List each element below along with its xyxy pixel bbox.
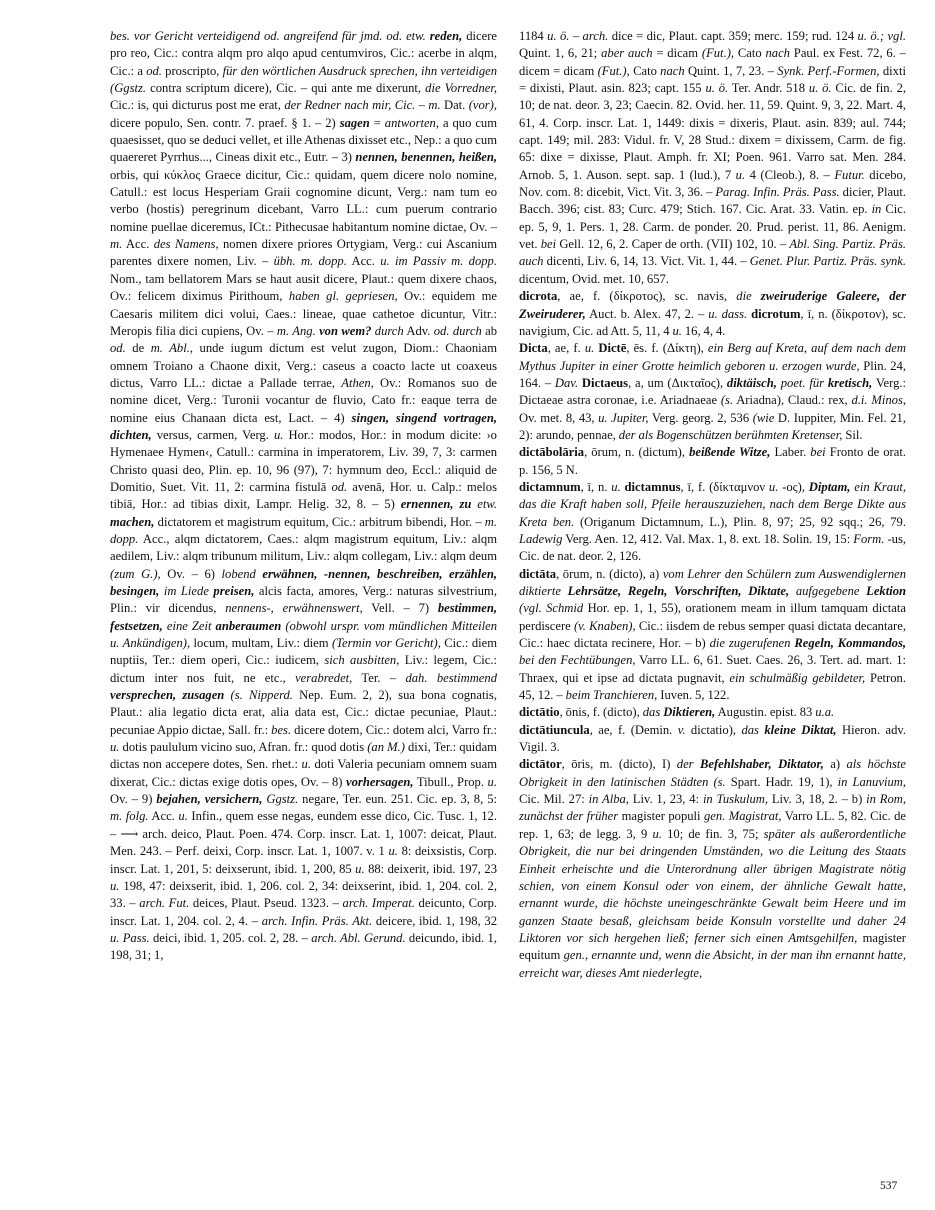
entry-text: Ter. Andr. 518 — [728, 81, 809, 96]
entry-text: Augustin. epist. 83 — [715, 705, 816, 720]
entry-text — [561, 584, 568, 598]
italic-text: Cic. – m. — [394, 98, 441, 113]
bold-italic-gloss: Diktieren, — [663, 705, 716, 720]
italic-text: im Liede — [163, 584, 209, 598]
dictionary-entry — [110, 28, 497, 965]
entry-text: , ōnis, f. (dicto), — [559, 705, 643, 720]
italic-text: u. im Passiv m. dopp. — [380, 254, 498, 269]
italic-text: (Termin vor Gericht), — [331, 636, 441, 651]
entry-text: , ōrum, n. (dicto), a) — [556, 566, 663, 581]
entry-text: Varro LL. 5, 82. Cic. de rep. 1, 63; de legg. 3, 9 — [519, 809, 907, 841]
bold-italic-gloss: beißende Witze, — [689, 445, 771, 460]
italic-text: bes. — [271, 722, 292, 737]
headword: dicrotum — [751, 306, 801, 321]
italic-text: u.a. — [815, 705, 835, 720]
entry-text: Plin. 24, 164. – — [519, 358, 906, 390]
bold-italic-gloss: preisen, — [213, 584, 255, 598]
italic-text: u. — [735, 167, 746, 182]
italic-text: u. — [584, 341, 595, 356]
italic-text: arch. Fut. — [139, 896, 190, 911]
entry-text: deici, ibid. 1, 205. col. 2, 28. – — [149, 930, 312, 945]
italic-text: aber auch — [601, 46, 653, 61]
italic-text: Genet. Plur. Partiz. Präs. synk. — [749, 254, 906, 269]
italic-text: in Tuskulum, — [702, 792, 769, 807]
italic-text: m. dopp. — [110, 514, 497, 546]
italic-text: Synk. Perf.-Formen, — [777, 63, 880, 78]
italic-text: lobend — [221, 566, 256, 581]
entry-text: , ī, n. (δίκροτον), sc. navigium, Cic. ad Att. 5, 11, 4 — [519, 306, 907, 338]
entry-text: alcis facta, amores, Verg.: naturas silvestrium, Plin.: vir dicendus, — [110, 584, 497, 616]
italic-text: (vgl. Schmid — [519, 601, 584, 616]
entry-text: unde iugum dictum est velut zugon, Diom.: Chaoniam omnem Troiano a Chaone dixit, Verg.: caseus a coacto lacte ut coaxeus dictus, Varro LL.: dictae a Pallade terrae, — [110, 341, 497, 390]
italic-text: ein Berg auf Kreta, auf dem nach dem Mythus Jupiter in einer Grotte heimlich geboren u. erzogen wurde, — [519, 341, 906, 373]
entry-text: locum, multam, Liv.: diem — [190, 636, 332, 651]
entry-text: Verg. georg. 2, 536 — [648, 410, 753, 425]
dictionary-entry — [519, 479, 906, 566]
bold-italic-gloss: sagen — [339, 115, 370, 130]
entry-text — [752, 289, 761, 303]
entry-text: Iuven. 5, 122. — [657, 688, 730, 703]
italic-text: m. Abl., — [150, 341, 194, 356]
italic-text: nach — [660, 63, 685, 78]
entry-text: , ī, f. (δίκταμνον — [680, 479, 769, 494]
bold-italic-gloss: Diptam, — [808, 479, 851, 494]
entry-text: dixi, Ter.: quidam dictas non accepere dotes, Sen. rhet.: — [110, 740, 497, 772]
entry-text: Cic. Mil. 27: — [519, 792, 589, 807]
entry-text: a quo cum quaesisset, quo se deduci vellet, et ille Athenas dixisset etc., Nep.: a quo cum quaereret Pyrrhus..., Cineas dixit etc., Eutr. – 3) — [110, 115, 498, 165]
entry-text: Ov. met. 8, 43, — [519, 410, 599, 425]
italic-text: u. — [487, 774, 497, 789]
italic-text: nach — [765, 46, 790, 61]
entry-text: contra scriptum dicere), Cic. – qui ante me dixerunt, — [146, 81, 426, 96]
entry-text: (Origanum Dictamnum, L.), Plin. 8, 97; 25, 92 sqq.; 26, 79. — [574, 514, 907, 529]
italic-text: der — [676, 757, 694, 772]
italic-text: beim Tranchieren, — [565, 688, 658, 703]
entry-text: 88: deixerit, ibid. 197, 23 — [364, 861, 497, 876]
entry-text: Verg. Aen. 12, 412. Val. Max. 1, 8. ext. 18. Solin. 19, 15: — [562, 531, 854, 546]
italic-text: durch — [374, 323, 404, 338]
entry-text: magister populi — [618, 809, 704, 824]
italic-text: u. — [355, 861, 365, 876]
bold-italic-gloss: Befehlshaber, Diktator, — [699, 757, 824, 772]
entry-text: Laber. — [770, 445, 811, 460]
entry-text: Fronto de orat. p. 156, 5 N. — [519, 445, 906, 477]
headword: dictātiuncula — [519, 722, 590, 737]
italic-text: u. ö. – arch. — [547, 29, 609, 43]
entry-text: Nom., tam bellatorem Mars se haut ausit dicere, Plaut.: quem dixere chaos, Ov.: felicem diximus Pirithoum, — [110, 271, 497, 304]
entry-text: Ov.: Romanos suo de nomine dicet, Verg.: Turonii vocantur de fluvio, Cato fr.: eaque terra de nomine eius Chanaan dicta est, Lact. – 4) — [110, 375, 497, 425]
italic-text: antworten, — [384, 115, 440, 130]
italic-text: arch. Imperat. — [342, 896, 415, 911]
headword: Dictē — [598, 341, 627, 356]
left-column — [110, 28, 497, 965]
bold-italic-gloss: nennen, benennen, heißen, — [355, 150, 497, 165]
entry-text: deicere, ibid. 1, 198, 32 — [372, 913, 497, 928]
entry-text: 16, 4, 4. — [681, 323, 726, 338]
entry-text: deices, Plaut. Pseud. 1323. – — [189, 896, 343, 911]
bold-italic-gloss: bejahen, versichern, — [156, 792, 263, 807]
italic-text: Form. — [853, 531, 885, 546]
entry-text: Cic. ep. 5, 9, 1. Pers. 1, 28. Carm. de ponder. 20. Prud. perist. 11, 86. Aenigm. vet. — [519, 202, 906, 252]
italic-text: verabredet, — [295, 670, 353, 685]
bold-italic-gloss: vorhersagen, — [346, 774, 414, 789]
italic-text: vom Lehrer den Schülern zum Auswendiglernen diktierte — [519, 566, 906, 598]
entry-text: dicebo, Nov. com. 8: dicebit, Vict. Vit. 3, 36. – — [519, 167, 906, 200]
dictionary-entry — [519, 288, 906, 340]
bold-italic-gloss: diktäisch, — [726, 375, 777, 390]
italic-text: in Rom, zunächst der früher — [519, 792, 906, 824]
entry-text: Liv. 1, 23, 4: — [628, 792, 703, 807]
italic-text: (Fut.), — [597, 63, 630, 78]
entry-text: de — [125, 341, 151, 356]
italic-text: (v. Knaben), — [573, 618, 636, 633]
dictionary-entry — [519, 704, 906, 721]
entry-text: magister equitum — [519, 930, 906, 963]
entry-text: Sil. — [842, 427, 863, 442]
headword: dictamnus — [624, 479, 681, 494]
italic-text: m. Ang. — [276, 323, 316, 338]
italic-text: bei den Fechtübungen, — [519, 653, 636, 668]
entry-text: Acc. — [148, 809, 179, 824]
entry-text: dicere pro reo, Cic.: contra alqm pro alqo apud centumviros, Cic.: acerbe in alqm, Cic.: a — [110, 29, 497, 78]
entry-text: Cic.: diem nuptiis, Ter.: diem operi, Cic.: iudicem, — [110, 636, 497, 668]
dictionary-entry — [519, 566, 906, 705]
italic-text: u. — [110, 740, 120, 755]
entry-text: Hieron. adv. Vigil. 3. — [519, 722, 907, 755]
entry-text: Vell. – 7) — [362, 601, 438, 616]
headword: dictābolāria — [519, 445, 585, 460]
italic-text: (obwohl urspr. vom mündlichen Mitteilen u. Ankündigen), — [110, 618, 498, 651]
entry-text: = dicam — [652, 46, 702, 61]
italic-text: bes. vor Gericht verteidigend od. angreifend für jmd. od. etw. — [110, 29, 430, 43]
entry-text: Ter. – — [352, 670, 406, 685]
entry-text: , ae, f. (Demin. — [589, 722, 678, 737]
entry-text: Nep. Eum. 2, 2), sua bona cognatis, Plaut.: alia legatio dicta erat, alia data est, Cic.: dictae pecuniae, Plaut.: pecuniae Appio dictae, Sall. fr.: — [110, 688, 497, 737]
entry-text: Acc. — [346, 254, 381, 269]
italic-text: für den wörtlichen Ausdruck sprechen, ihn verteidigen (Ggstz. — [110, 63, 498, 96]
italic-text: u. Jupiter, — [598, 410, 649, 425]
entry-text: Cato — [734, 46, 766, 61]
italic-text: (s. — [720, 393, 734, 408]
entry-text: Ov.: equidem me Caesaris militem dici volui, Caes.: lineae, quae cathetoe dicuntur, Vitr.: Meropis filia dici cupiens, Ov. – — [110, 289, 498, 338]
bold-italic-gloss: ernennen, zu — [400, 497, 472, 512]
italic-text: gen. Magistrat, — [703, 809, 782, 824]
italic-text: gen., ernannte und, wenn die Absicht, in der man ihn ernannt hatte, erreicht war, dieses Amt niederlegte, — [519, 948, 906, 980]
bold-italic-gloss: anberaumen — [215, 618, 282, 633]
bold-italic-gloss: reden, — [429, 29, 463, 43]
dictionary-entry — [519, 722, 906, 757]
entry-text: Liv. 3, 18, 2. – b) — [768, 792, 867, 807]
entry-text: Quint. 1, 6, 21; — [519, 46, 602, 61]
italic-text: nennens-, erwähnenswert, — [225, 601, 363, 616]
entry-text: , ae, f. (δίκροτος), sc. navis, — [557, 289, 737, 304]
entry-text: Ov. – 9) — [110, 792, 157, 807]
entry-text: Varro LL. 6, 61. Suet. Caes. 26, 3. Tert. ad. mart. 1: Thraex, qui et ipse ad dictata pugnavit, — [519, 653, 907, 685]
italic-text: m. — [110, 237, 123, 252]
italic-text: (vor), — [468, 98, 498, 113]
italic-text: Dav. — [554, 375, 579, 390]
italic-text: Abl. Sing. Partiz. Präs. auch — [519, 237, 906, 269]
dictionary-entry — [519, 444, 906, 479]
italic-text: (zum G.), — [110, 566, 161, 581]
bold-italic-gloss: singen, singend vortragen, dichten, — [110, 410, 497, 442]
italic-text: das — [642, 705, 661, 720]
entry-text: , ī, n. — [580, 479, 612, 494]
entry-text: dicenti, Liv. 6, 14, 13. Vict. Vit. 1, 44. – — [543, 254, 750, 269]
entry-text: dicere dotem, Cic.: dotem alci, Varro fr.: — [291, 722, 497, 737]
entry-text: dicier, Plaut. Bacch. 396; cist. 83; Curc. 479; Stich. 167. Cic. Arat. 33. Vatin. ep. — [519, 185, 907, 217]
entry-text: , ōris, m. (dicto), I) — [561, 757, 677, 772]
bold-italic-gloss: Regeln, Kommandos, — [794, 636, 907, 651]
bold-italic-gloss: kleine Diktat, — [764, 722, 837, 737]
entry-text: Hor. ep. 1, 1, 55), orationem meam in illum tamquam dictata perdiscere — [519, 601, 906, 633]
italic-text: u. — [301, 757, 311, 772]
entry-text: D. Iuppiter, Min. Fel. 21, 2): arundo, pennae, — [519, 410, 906, 442]
italic-text: m. folg. — [110, 809, 149, 824]
entry-text: deicundo, ibid. 1, 198, 31; 1, — [110, 930, 497, 963]
bold-italic-gloss: kretisch, — [827, 375, 873, 390]
dictionary-entry — [519, 28, 906, 288]
entry-text: dicere populo, Sen. contr. 7. praef. § 1. – 2) — [110, 115, 340, 130]
entry-text: deicunto, Corp. inscr. Lat. 1, 204. col. 2, 4. – — [110, 896, 498, 928]
headword: dictātor — [519, 757, 562, 772]
italic-text: od. — [146, 63, 162, 78]
entry-text: versus, carmen, Verg. — [151, 427, 274, 442]
italic-text: Parag. Infin. Präs. Pass. — [715, 185, 840, 200]
headword: dictātio — [519, 705, 560, 720]
italic-text: bei — [540, 237, 557, 252]
italic-text: des Namens, — [153, 237, 219, 252]
italic-text: haben gl. gepriesen, — [288, 289, 398, 304]
bold-italic-gloss: von wem? — [319, 323, 372, 338]
entry-text: dictatorem et magistrum equitum, Cic.: arbitrum bibendi, Hor. – — [154, 514, 485, 529]
entry-text: 4 (Cleob.), 8. – — [745, 167, 835, 182]
headword: dictamnum — [519, 479, 581, 494]
italic-text: od. — [110, 341, 126, 356]
entry-text: , ōrum, n. (dictum), — [584, 445, 690, 460]
italic-text: u. ö.; vgl. — [857, 29, 906, 43]
italic-text: d.i. Minos, — [851, 393, 906, 408]
entry-text: 1184 — [519, 29, 548, 43]
headword: dictāta — [519, 566, 557, 581]
entry-text: 10; de fin. 3, 75; — [661, 826, 764, 841]
entry-text: dotis paululum vicino suo, Afran. fr.: quod dotis — [119, 740, 368, 755]
italic-text: u. dass. — [708, 306, 748, 321]
page-number: 537 — [880, 1180, 898, 1192]
entry-text: ab — [481, 323, 497, 338]
entry-text: doti Valeria pecuniam omnem suam dixerat, Cic.: dictas exige dotis opes, Ov. – 8) — [110, 757, 497, 789]
italic-text: od. — [331, 479, 348, 494]
dictionary-entry — [519, 756, 906, 981]
italic-text: der Redner nach mir, — [284, 98, 392, 113]
entry-text: Dat. — [440, 98, 469, 113]
italic-text: u. — [611, 479, 621, 494]
italic-text: u. — [672, 323, 682, 338]
entry-text: , a, um (Δικταῖος), — [628, 375, 727, 390]
entry-text: 198, 47: deixserit, ibid. 1, 206. col. 2, 34: deixserint, ibid. 1, 204. col. 2, 33. – — [110, 878, 497, 911]
entry-text: proscripto, — [161, 63, 223, 78]
italic-text: u. — [652, 826, 662, 841]
italic-text: u. ö. — [808, 81, 832, 96]
entry-text: dice = dic, Plaut. capt. 359; merc. 159; rud. 124 — [608, 29, 858, 43]
italic-text: die zugerufenen — [709, 636, 791, 651]
entry-text: negare, Ter. eun. 251. Cic. ep. 3, 8, 5: — [298, 792, 497, 807]
entry-text: Cic.: is, qui dicturus post me erat, — [110, 98, 285, 113]
italic-text: u. Pass. — [110, 930, 150, 945]
entry-text: Tibull., Prop. — [413, 774, 488, 789]
italic-text: Ladewig — [519, 531, 563, 546]
italic-text: arch. Infin. Präs. Akt. — [261, 913, 373, 928]
entry-text: dicentum, Ovid. met. 10, 657. — [519, 271, 669, 286]
italic-text: das — [741, 722, 759, 737]
entry-text: Cic. de fin. 2, 10; de nat. deor. 3, 23; Caecin. 82. Ovid. her. 11, 59. Quint. 9, 3, 22. Mart. 4, 61, 4. Corp. inscr. Lat. 1, 1449: dixis = dixeris, Plaut. asin. 839; aul. 744; capt. 149; mil. 283: Vidul. fr. V, 28 Stud.: dixem = dixissem, Carm. de fig. 65: dixe = dixisse, Plaut. Amph. fr. XI; Poen. 961. Varro sat. Men. 284. Arnob. 5, 1. Auson. sept. sap. 1 (lud.), 7 — [519, 81, 907, 182]
entry-text: , ae, f. — [547, 341, 585, 356]
italic-text: Ggstz. — [266, 792, 299, 807]
entry-text: Infin., quem esse negas, eundem esse dico, Cic. Tusc. 1, 12. – ⟶ arch. deico, Plaut. Poen. 474. Corp. inscr. Lat. 1, 1007: deicat, Plaut. Men. 243. – Perf. deixi, Corp. inscr. Lat. 1, 1007. v. 1 — [110, 809, 497, 859]
italic-text: später als außerordentliche Obrigkeit, die nur bei dringenden Umständen, wo die Leitung des Staats Einheit erheischte und die Unterordnung aller übrigen Magistrate nötig schien, von einem Konsul oder von einem, der ähnliche Gewalt hatte, ernannt wurde, die höchste uneingeschränkte Gewalt beim Heere und im ganzen Staate besaß, gleichsam beide Konsuln vorstellte und daher 24 Liktoren vor sich hergehen ließ; ferner sich einen Amtsgehilfen, — [519, 826, 906, 945]
italic-text: der als Bogenschützen berühmten Kretenser, — [618, 427, 843, 442]
entry-text: Petron. 45, 12. – — [519, 670, 906, 703]
entry-text: Acc., alqm dictatorem, Caes.: alqm magistrum equitum, Liv.: alqm aedilem, Liv.: alqm tribunum militum, Liv.: alqm collegam, Liv.: alqm deum — [110, 531, 497, 564]
italic-text: poet. für — [780, 375, 825, 390]
entry-text: Ov. – 6) — [160, 566, 222, 581]
headword: dicrota — [519, 289, 558, 304]
headword: Dictaeus — [581, 375, 629, 390]
dictionary-entry — [519, 340, 906, 444]
entry-text: Spart. Hadr. 19, 1), — [725, 774, 838, 789]
italic-text: Futur. — [834, 167, 865, 182]
entry-text: Adv. — [403, 323, 434, 338]
right-column — [519, 28, 906, 982]
entry-text: avenā, Hor. u. Calp.: melos tibiā, Hor.: ad tibias dixit, Lampr. Helig. 32, 8. – 5) — [110, 479, 497, 512]
entry-text: Cato — [629, 63, 661, 78]
entry-text: Acc. — [122, 237, 154, 252]
entry-text: Hor.: modos, Hor.: in modum dicite: ›o Hymenaee Hymen‹, Catull.: carmina in imperatorem, Liv. 39, 7, 3: carmen Christo quasi deo, Plin. ep. 10, 96 (97), 7: hymnum deo, Eccl.: aliquid de Domitio, Suet. Vit. 11, 2: carmina fistulā — [110, 427, 497, 494]
entry-text: Auct. b. Alex. 47, 2. – — [585, 306, 709, 321]
italic-text: in Alba, — [588, 792, 629, 807]
entry-text: Verg.: Dictaeae astra coronae, i.e. Ariadnaeae — [519, 375, 907, 408]
italic-text: etw. — [477, 497, 497, 512]
entry-text: -ος), — [778, 479, 809, 494]
italic-text: eine Zeit — [166, 618, 212, 633]
entry-text: Paul. ex Fest. 72, 6. – dicem = dicam — [519, 46, 906, 78]
italic-text: (Fut.), — [701, 46, 735, 61]
entry-text: -us, Cic. de nat. deor. 2, 126. — [519, 531, 906, 564]
italic-text: sich ausbitten, — [324, 653, 400, 668]
bold-italic-gloss: bestimmen, festsetzen, — [110, 601, 497, 633]
entry-text: = — [369, 115, 385, 130]
italic-text: u. — [388, 844, 398, 859]
italic-text: u. — [110, 878, 120, 893]
italic-text: Athen, — [341, 375, 374, 390]
entry-text: a) — [823, 757, 847, 772]
italic-text: dah. bestimmend — [405, 670, 497, 685]
italic-text: od. durch — [433, 323, 482, 338]
bold-italic-gloss: machen, — [110, 514, 155, 529]
italic-text: als höchste Obrigkeit in den latinischen Städten (s. — [519, 757, 906, 789]
bold-italic-gloss: erwähnen, -nennen, beschreiben, erzählen, besingen, — [110, 566, 497, 598]
entry-text: dixti = dixisti, Plaut. asin. 823; capt. 155 — [519, 63, 906, 96]
italic-text: in — [871, 202, 882, 217]
italic-text: u. — [178, 809, 188, 824]
entry-text: Liv.: legem, Cic.: dictum inter nos fuit, ne etc., — [110, 653, 497, 685]
italic-text: in Lanuvium, — [837, 774, 906, 789]
entry-text: dictatio), — [685, 722, 742, 737]
bold-italic-gloss: Lehrsätze, Regeln, Vorschriften, Diktate, — [567, 584, 790, 598]
entry-text: 8: deixsistis, Corp. inscr. Lat. 1, 201, 5: deixserunt, ibid. 1, 200, 85 — [110, 844, 497, 876]
italic-text: ein schulmäßig gebildeter, — [729, 670, 866, 685]
entry-text — [789, 584, 796, 598]
italic-text: v. — [677, 722, 686, 737]
entry-text: orbis, qui κύκλος Graece dicitur, Cic.: quidam, quem dicere nolo nomine, Catull.: est locus Hesperiam Graii cognomine dicunt, Verg.: nam tum eo verbo (hostis) peregrinum dicebant, Varro LL.: cum puerum contrario nomine puellae diceremus, ICt.: Pithecusae habitantum nomine dictae, Ov. – — [110, 167, 497, 234]
bold-italic-gloss: versprechen, zusagen — [110, 688, 225, 703]
italic-text: aufgegebene — [795, 584, 860, 598]
entry-text: nomen dixere priores Ortygiam, Verg.: cui Ascanium parentes dixere nomen, Liv. – — [110, 237, 498, 269]
italic-text: bei — [810, 445, 826, 460]
italic-text: arch. Abl. Gerund. — [311, 930, 406, 945]
entry-text: Ariadna), Claud.: rex, — [733, 393, 852, 408]
bold-italic-gloss: Lektion — [866, 584, 907, 598]
bold-italic-gloss: zweiruderige Galeere, der Zweiruderer, — [519, 289, 906, 321]
headword: Dicta — [519, 341, 548, 356]
entry-text: Quint. 1, 7, 23. – — [684, 63, 778, 78]
entry-text: Cic.: iisdem de rebus semper quasi dictata decantare, Cic.: haec dictata recinere, Hor. – b) — [519, 618, 906, 651]
italic-text: u. — [273, 427, 284, 442]
italic-text: u. ö. — [705, 81, 729, 96]
italic-text: (s. Nipperd. — [230, 688, 293, 703]
italic-text: ein Kraut, das die Kraft haben soll, Pfeile herauszuziehen, nach dem Berge Dikte aus Kreta ben. — [519, 479, 907, 529]
italic-text: (an M.) — [367, 740, 405, 755]
italic-text: übh. m. dopp. — [273, 254, 347, 269]
italic-text: die — [736, 289, 752, 304]
italic-text: u. — [768, 479, 779, 494]
italic-text: die Vorredner, — [425, 81, 497, 96]
entry-text: , ēs. f. (Δίκτη), — [626, 341, 708, 356]
entry-text: Gell. 12, 6, 2. Caper de orth. (VII) 102, 10. – — [556, 237, 790, 252]
italic-text: (wie — [752, 410, 775, 425]
